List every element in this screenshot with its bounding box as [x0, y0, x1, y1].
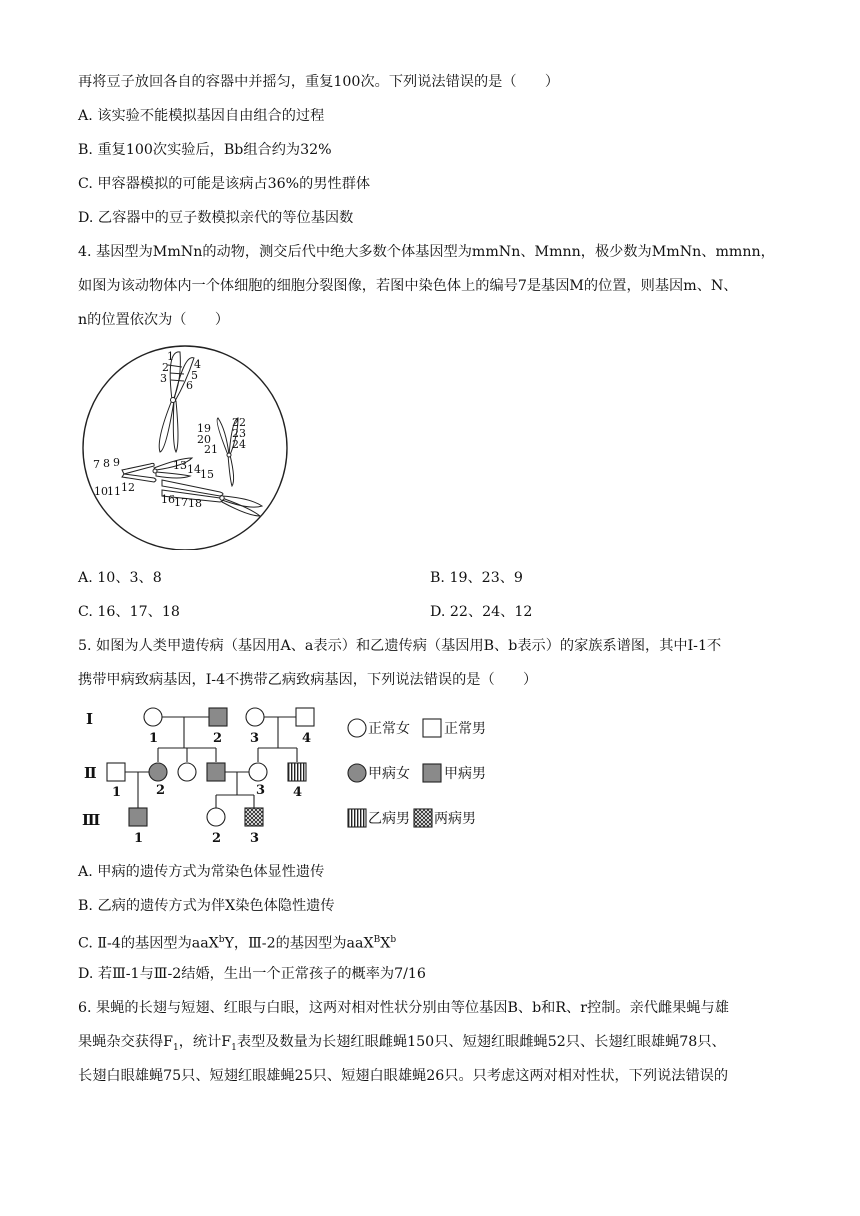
- q3-option-d: D. 乙容器中的豆子数模拟亲代的等位基因数: [78, 210, 354, 226]
- I-2-number: 2: [213, 731, 223, 746]
- q4-stem-line-3: n的位置依次为（ ）: [78, 312, 230, 328]
- q4-option-b: B. 19、23、9: [430, 570, 523, 586]
- III-3-number: 3: [250, 831, 260, 846]
- label-1: 1: [167, 350, 174, 363]
- label-11: 11: [107, 485, 121, 498]
- label-19: 19: [197, 422, 211, 435]
- generation-I: Ⅰ: [86, 710, 94, 728]
- legend-normal-male: 正常男: [444, 721, 486, 737]
- q5-option-b: B. 乙病的遗传方式为伴X染色体隐性遗传: [78, 898, 335, 914]
- legend-affected-male-both: 两病男: [434, 811, 476, 827]
- I-3-normal-female: [246, 708, 264, 726]
- q4-option-a: A. 10、3、8: [78, 570, 162, 586]
- pedigree-chart: [78, 700, 518, 850]
- cell-outline: [83, 346, 287, 550]
- label-7: 7: [93, 458, 100, 471]
- legend-affected-male-a: 甲病男: [444, 766, 486, 782]
- label-9: 9: [113, 456, 120, 469]
- II-affected-male-a: [207, 763, 225, 781]
- legend-normal-female-symbol: [348, 719, 366, 737]
- label-14: 14: [187, 463, 201, 476]
- q5-stem-line-1: 5. 如图为人类甲遗传病（基因用A、a表示）和乙遗传病（基因用B、b表示）的家族系谱图，其中Ⅰ-1不: [78, 638, 722, 654]
- q4-stem-line-2: 如图为该动物体内一个体细胞的细胞分裂图像，若图中染色体上的编号7是基因M的位置，则基因m、N、: [78, 278, 738, 294]
- q3-stem-tail: 再将豆子放回各自的容器中并摇匀，重复100次。下列说法错误的是（ ）: [78, 74, 560, 90]
- legend-affected-male-both-symbol: [414, 809, 432, 827]
- label-22: 22: [232, 416, 246, 429]
- q3-option-c: C. 甲容器模拟的可能是该病占36%的男性群体: [78, 176, 371, 192]
- label-10: 10: [94, 485, 108, 498]
- I-2-affected-male-a: [209, 708, 227, 726]
- I-3-number: 3: [250, 731, 260, 746]
- I-4-normal-male: [296, 708, 314, 726]
- q6-line-3: 长翅白眼雄蝇75只、短翅红眼雄蝇25只、短翅白眼雄蝇26只。只考虑这两对相对性状，下列说法错误的: [78, 1068, 729, 1084]
- label-15: 15: [200, 468, 214, 481]
- label-5: 5: [191, 369, 198, 382]
- label-21: 21: [204, 443, 218, 456]
- label-4: 4: [194, 358, 201, 371]
- legend-normal-male-symbol: [423, 719, 441, 737]
- label-20: 20: [197, 433, 211, 446]
- q6-line-1: 6. 果蝇的长翅与短翅、红眼与白眼，这两对相对性状分别由等位基因B、b和R、r控制。亲代雌果蝇与雄: [78, 1000, 729, 1016]
- III-3-affected-male-both: [245, 808, 263, 826]
- III-2-number: 2: [212, 831, 222, 846]
- generation-II: Ⅱ: [84, 764, 97, 782]
- legend-normal-female: 正常女: [368, 721, 410, 737]
- label-6: 6: [186, 379, 193, 392]
- II-4-affected-male-b: [288, 763, 306, 781]
- legend-affected-female-a: 甲病女: [368, 766, 410, 782]
- legend-affected-female-a-symbol: [348, 764, 366, 782]
- II-4-number: 4: [293, 785, 303, 800]
- II-2-affected-female-a: [149, 763, 167, 781]
- label-12: 12: [121, 481, 135, 494]
- III-1-number: 1: [134, 831, 144, 846]
- label-16: 16: [161, 493, 175, 506]
- II-2-number: 2: [156, 783, 166, 798]
- I-4-number: 4: [302, 731, 312, 746]
- label-24: 24: [232, 438, 246, 451]
- I-1-number: 1: [149, 731, 159, 746]
- legend-affected-male-a-symbol: [423, 764, 441, 782]
- cell-division-figure: [80, 340, 300, 550]
- q3-option-b: B. 重复100次实验后，Bb组合约为32%: [78, 142, 332, 158]
- label-2: 2: [162, 361, 169, 374]
- I-1-normal-female: [144, 708, 162, 726]
- label-18: 18: [188, 497, 202, 510]
- II-3-number: 3: [256, 783, 266, 798]
- q4-stem-line-1: 4. 基因型为MmNn的动物，测交后代中绝大多数个体基因型为mmNn、Mmnn，极少数为MmNn、mmnn，: [78, 244, 775, 260]
- q5-option-d: D. 若Ⅲ-1与Ⅲ-2结婚，生出一个正常孩子的概率为7/16: [78, 966, 426, 982]
- q4-option-c: C. 16、17、18: [78, 604, 180, 620]
- label-13: 13: [173, 459, 187, 472]
- II-1-number: 1: [112, 785, 122, 800]
- II-1-normal-male: [107, 763, 125, 781]
- q5-stem-line-2: 携带甲病致病基因，Ⅰ-4不携带乙病致病基因，下列说法错误的是（ ）: [78, 672, 538, 688]
- II-3-normal-female: [249, 763, 267, 781]
- III-2-normal-female: [207, 808, 225, 826]
- label-3: 3: [160, 372, 167, 385]
- q5-option-a: A. 甲病的遗传方式为常染色体显性遗传: [78, 864, 325, 880]
- q6-line-2: 果蝇杂交获得$F_1$，统计$F_1$表型及数量为长翅红眼雌蝇150只、短翅红眼雌蝇52只、长翅红眼雄蝇78只、: [78, 1034, 726, 1053]
- generation-III: Ⅲ: [82, 811, 101, 829]
- label-23: 23: [232, 427, 246, 440]
- III-1-affected-male-a: [129, 808, 147, 826]
- label-17: 17: [174, 496, 188, 509]
- q4-option-d: D. 22、24、12: [430, 604, 533, 620]
- q3-option-a: A. 该实验不能模拟基因自由组合的过程: [78, 108, 325, 124]
- legend-affected-male-b: 乙病男: [368, 811, 410, 827]
- q5-option-c: C. Ⅱ-4的基因型为aaX$^b$Y，Ⅲ-2的基因型为$aaX^BX^b$: [78, 935, 397, 952]
- II-normal-female: [178, 763, 196, 781]
- label-8: 8: [103, 457, 110, 470]
- legend-affected-male-b-symbol: [348, 809, 366, 827]
